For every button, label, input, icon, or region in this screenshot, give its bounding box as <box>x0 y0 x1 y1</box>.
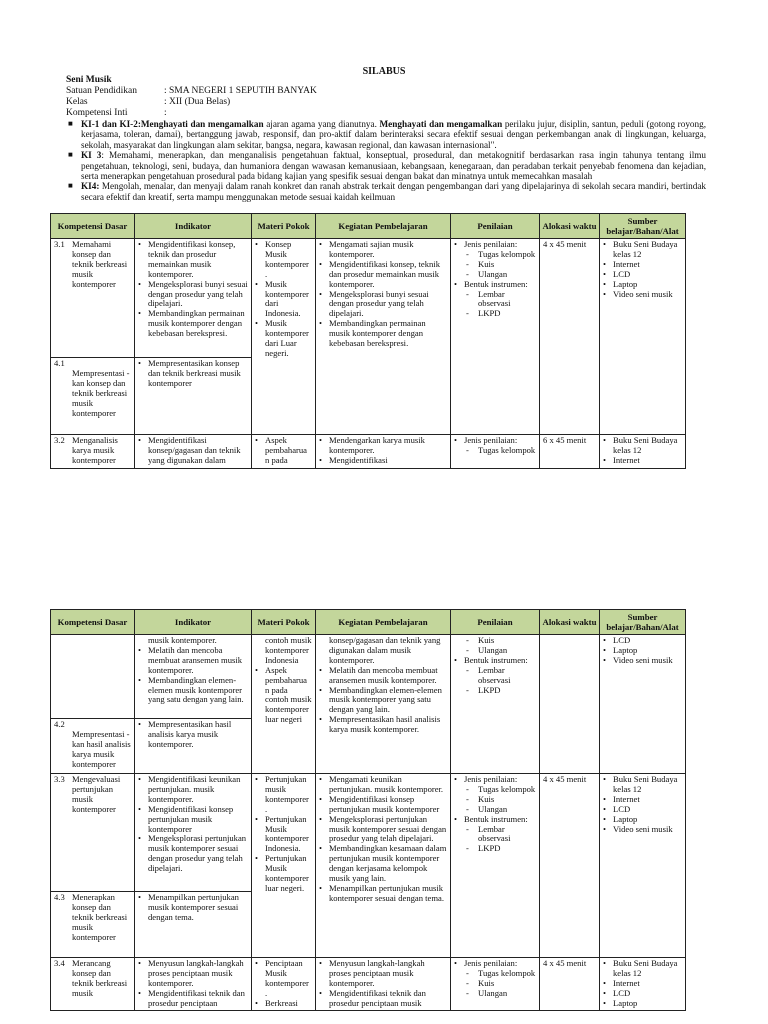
col-header-kompetensi: Kompetensi Dasar <box>51 214 135 239</box>
penilaian-cell: • Jenis penilaian: - Tugas kelompok <box>451 435 540 469</box>
table-row <box>51 774 686 892</box>
sumber-cell: • LCD • Laptop • Video seni musik <box>600 635 686 774</box>
sumber-cell: • Buku Seni Budaya kelas 12 • Internet • LCD • Laptop • Video seni musik <box>600 239 686 435</box>
col-header-materi: Materi Pokok <box>252 610 316 635</box>
square-bullet-icon: ■ <box>68 181 73 191</box>
col-header-materi: Materi Pokok <box>252 214 316 239</box>
materi-cell: • Penciptaan Musik kontemporer . • Berkreasi <box>252 958 316 1011</box>
penilaian-cell: • Jenis penilaian: - Tugas kelompok - Kuis - Ulangan • Bentuk instrumen: - Lembar observasi - LKPD <box>451 774 540 958</box>
kegiatan-cell: konsep/gagasan dan teknik yang digunakan dalam musik kontemporer. • Melatih dan mencoba membuat aransemen musik kontemporer. • Membandingkan elemen-elemen musik kontemporer yang satu dengan yang lain. • Mempresentasikan hasil analisis karya musik kontemporer. <box>316 635 451 774</box>
info-row: Satuan Pendidikan : SMA NEGERI 1 SEPUTIH BANYAK <box>66 86 317 96</box>
col-header-indikator: Indikator <box>135 610 252 635</box>
alokasi-cell <box>540 635 600 774</box>
document-title: SILABUS <box>362 66 406 77</box>
table-row <box>51 239 686 358</box>
indikator-cell: • Menyusun langkah-langkah proses penciptaan musik kontemporer. • Mengidentifikasi teknik dan prosedur penciptaan <box>135 958 252 1011</box>
syllabus-table-1 <box>50 213 686 469</box>
table-header-row <box>51 214 686 239</box>
kegiatan-cell: • Mengamati sajian musik kontemporer. • Mengidentifikasi konsep, teknik dan prosedur memainkan musik kontemporer. • Mengeksplorasi bunyi sesuai dengan prosedur yang telah dipelajari. • Membandingkan permainan musik kontemporer dengan kebebasan berekspresi. <box>316 239 451 435</box>
penilaian-cell: • Jenis penilaian: - Tugas kelompok - Kuis - Ulangan • Bentuk instrumen: - Lembar observasi - LKPD <box>451 239 540 435</box>
kd-cell: 3.1 Memahami konsep dan teknik berkreasi musik kontemporer <box>51 239 135 358</box>
col-header-sumber: Sumber belajar/Bahan/Alat <box>600 610 686 635</box>
sumber-cell: • Buku Seni Budaya kelas 12 • Internet <box>600 435 686 469</box>
materi-cell: • Aspek pembaharua n pada <box>252 435 316 469</box>
kd-cell: 3.3 Mengevaluasi pertunjukan musik kontemporer <box>51 774 135 892</box>
indikator-cell: • Mengidentifikasi keunikan pertunjukan. musik kontemporer. • Mengidentifikasi konsep pertunjukan musik kontemporer • Mengeksplorasi pertunjukan musik kontemporer sesuai dengan prosedur yang telah dipelajari. <box>135 774 252 892</box>
table-row <box>51 635 686 719</box>
subject-name: Seni Musik <box>66 75 112 85</box>
materi-cell: • Konsep Musik kontemporer . • Musik kontemporer dari Indonesia. • Musik kontemporer dari Luar negeri. <box>252 239 316 435</box>
col-header-alokasi: Alokasi waktu <box>540 214 600 239</box>
table-header-row <box>51 610 686 635</box>
ki-item: ■ KI-1 dan KI-2:Menghayati dan mengamalkan ajaran agama yang dianutnya. Menghayati dan mengamalkan perilaku jujur, disiplin, santun, peduli (gotong royong, kerjasama, toleran, damai), bertanggung jawab, responsif, dan pro-aktif dalam berinteraksi secara efektif sesuai dengan perkembangan anak di lingkungan, keluarga, sekolah, masyarakat dan lingkungan alam sekitar, bangsa, negara, kawasan regional, dan kawasan internasional". <box>68 119 706 150</box>
square-bullet-icon: ■ <box>68 119 73 128</box>
col-header-sumber: Sumber belajar/Bahan/Alat <box>600 214 686 239</box>
indikator-cell: musik kontemporer. • Melatih dan mencoba membuat aransemen musik kontemporer. • Membandingkan elemen-elemen musik kontemporer yang satu dengan yang lain. <box>135 635 252 719</box>
kegiatan-cell: • Menyusun langkah-langkah proses penciptaan musik kontemporer. • Mengidentifikasi teknik dan prosedur penciptaan musik <box>316 958 451 1011</box>
col-header-indikator: Indikator <box>135 214 252 239</box>
document-header <box>66 75 706 119</box>
indikator-cell: • Mengidentifikasi konsep/gagasan dan teknik yang digunakan dalam <box>135 435 252 469</box>
col-header-kegiatan: Kegiatan Pembelajaran <box>316 610 451 635</box>
alokasi-cell: 4 x 45 menit <box>540 239 600 435</box>
kd-cell: 4.3 Menerapkan konsep dan teknik berkreasi musik kontemporer <box>51 892 135 958</box>
penilaian-cell: - Kuis - Ulangan • Bentuk instrumen: - Lembar observasi - LKPD <box>451 635 540 774</box>
sumber-cell: • Buku Seni Budaya kelas 12 • Internet • LCD • Laptop • Video seni musik <box>600 774 686 958</box>
ki-item: ■ KI 3: Memahami, menerapkan, dan menganalisis pengetahuan faktual, konseptual, prosedural, dan metakognitif berdasarkan rasa ingin tahunya tentang ilmu pengetahuan, teknologi, seni, budaya, dan humaniora dengan wawasan kemanusiaan, kebangsaan, kenegaraan, dan peradaban terkait penyebab fenomena dan kejadian, serta menerapkan pengetahuan prosedural pada bidang kajian yang spesifik sesuai dengan bakat dan minatnya untuk memecahkan masalah <box>68 150 706 182</box>
ki-item: ■ KI4: Mengolah, menalar, dan menyaji dalam ranah konkret dan ranah abstrak terkait dengan pengembangan dari yang dipelajarinya di sekolah secara mandiri, bertindak secara efektif dan kreatif, serta mampu menggunakan metode sesuai kaidah keilmuan <box>68 181 706 202</box>
col-header-penilaian: Penilaian <box>451 610 540 635</box>
info-row: Kelas : XII (Dua Belas) <box>66 97 231 107</box>
kegiatan-cell: • Mengamati keunikan pertunjukan. musik kontemporer. • Mengidentifikasi konsep pertunjukan musik kontemporer • Mengeksplorasi pertunjukan musik kontemporer sesuai dengan prosedur yang telah dipelajari. • Membandingkan kesamaan dalam pertunjukan musik kontemporer dengan kerjasama kelompok musik yang lain. • Menampilkan pertunjukan musik kontemporer sesuai dengan tema. <box>316 774 451 958</box>
indikator-cell: • Mengidentifikasi konsep, teknik dan prosedur memainkan musik kontemporer. • Mengeksplorasi bunyi sesuai dengan prosedur yang telah dipelajari. • Membandingkan permainan musik kontemporer dengan kebebasan berekspresi. <box>135 239 252 358</box>
kompetensi-inti-list <box>66 119 706 202</box>
kd-cell: 4.1 Mempresentasi -kan konsep dan teknik berkreasi musik kontemporer <box>51 358 135 435</box>
sumber-cell: • Buku Seni Budaya kelas 12 • Internet • LCD • Laptop <box>600 958 686 1011</box>
indikator-cell: • Menampilkan pertunjukan musik kontemporer sesuai dengan tema. <box>135 892 252 958</box>
kd-cell: 3.4 Merancang konsep dan teknik berkreasi musik <box>51 958 135 1011</box>
penilaian-cell: • Jenis penilaian: - Tugas kelompok - Kuis - Ulangan <box>451 958 540 1011</box>
syllabus-table-2 <box>50 609 686 1011</box>
materi-cell: contoh musik kontemporer Indonesia • Aspek pembaharua n pada contoh musik kontemporer luar negeri <box>252 635 316 774</box>
kegiatan-cell: • Mendengarkan karya musik kontemporer. • Mengidentifikasi <box>316 435 451 469</box>
alokasi-cell: 4 x 45 menit <box>540 958 600 1011</box>
kd-cell <box>51 635 135 719</box>
materi-cell: • Pertunjukan musik kontemporer . • Pertunjukan Musik kontemporer Indonesia. • Pertunjukan Musik kontemporer luar negeri. <box>252 774 316 958</box>
col-header-kompetensi: Kompetensi Dasar <box>51 610 135 635</box>
table-row <box>51 958 686 1011</box>
alokasi-cell: 6 x 45 menit <box>540 435 600 469</box>
kd-cell: 3.2 Menganalisis karya musik kontemporer <box>51 435 135 469</box>
col-header-kegiatan: Kegiatan Pembelajaran <box>316 214 451 239</box>
info-row: Kompetensi Inti : <box>66 108 167 118</box>
indikator-cell: • Mempresentasikan konsep dan teknik berkreasi musik kontemporer <box>135 358 252 435</box>
table-row <box>51 435 686 469</box>
square-bullet-icon: ■ <box>68 150 73 160</box>
alokasi-cell: 4 x 45 menit <box>540 774 600 958</box>
kd-cell: 4.2 Mempresentasi - kan hasil analisis karya musik kontemporer <box>51 719 135 774</box>
col-header-alokasi: Alokasi waktu <box>540 610 600 635</box>
col-header-penilaian: Penilaian <box>451 214 540 239</box>
indikator-cell: • Mempresentasikan hasil analisis karya musik kontemporer. <box>135 719 252 774</box>
